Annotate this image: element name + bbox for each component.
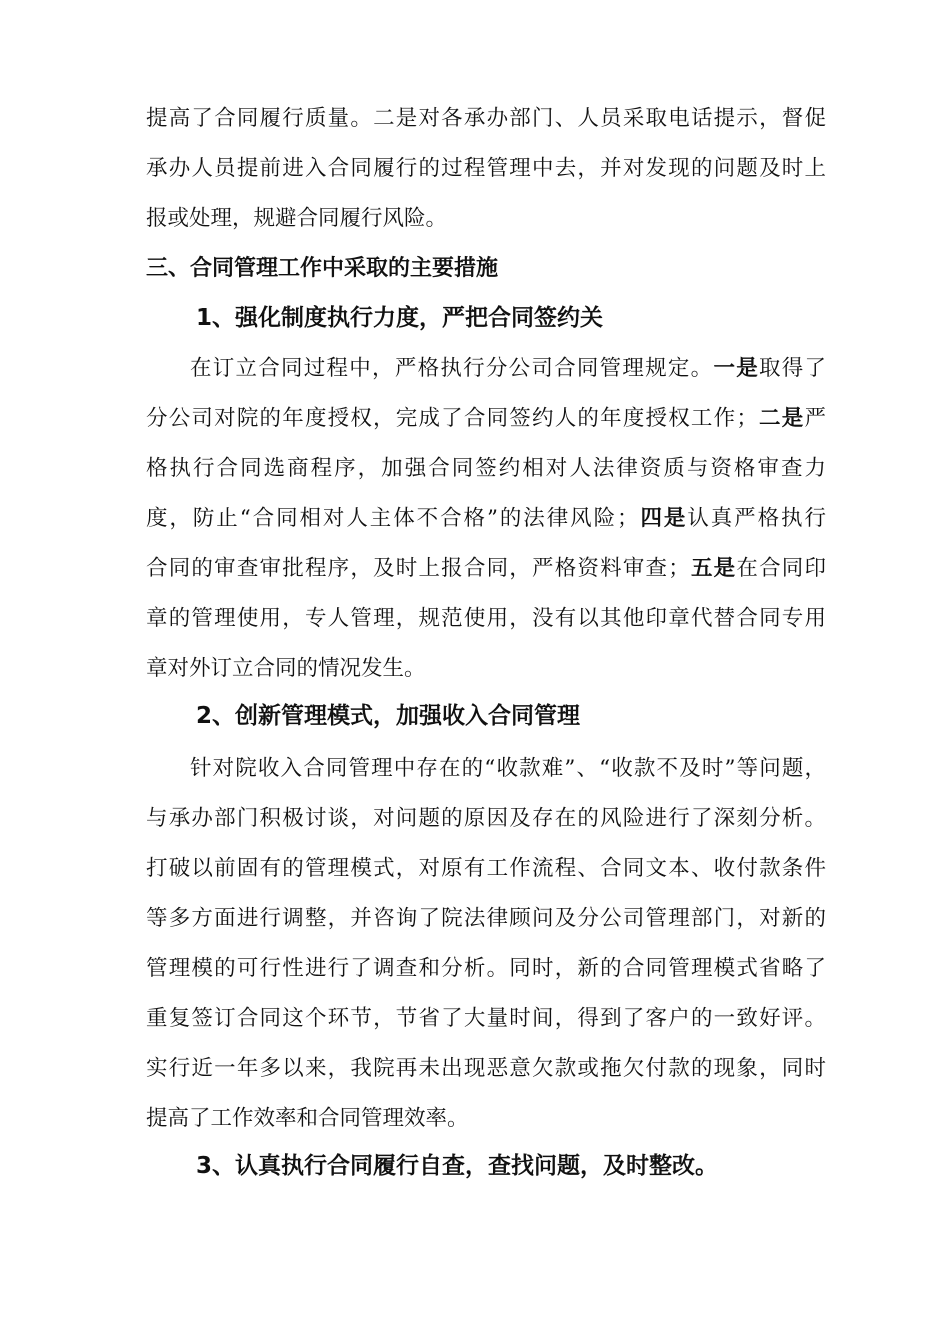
paragraph-line: 提高了工作效率和合同管理效率。 bbox=[146, 1106, 469, 1131]
paragraph-line bbox=[146, 404, 826, 434]
paragraph-line bbox=[190, 354, 826, 384]
emphasis-run: 二是 bbox=[757, 406, 805, 431]
paragraph-line: 管理模的可行性进行了调查和分析。同时，新的合同管理模式省略了 bbox=[146, 956, 826, 981]
subsection-heading-2: 2、创新管理模式，加强收入合同管理 bbox=[196, 703, 581, 729]
paragraph-line bbox=[146, 554, 826, 584]
text-run: 合同的审查审批程序，及时上报合同，严格资料审查； bbox=[146, 556, 690, 581]
paragraph-line bbox=[146, 454, 826, 484]
paragraph-line: 等多方面进行调整，并咨询了院法律顾问及分公司管理部门，对新的 bbox=[146, 906, 826, 931]
text-run: 格执行合同选商程序，加强合同签约相对人法律资质与资格审查力 bbox=[146, 456, 826, 481]
paragraph-line bbox=[146, 604, 826, 634]
paragraph-line: 打破以前固有的管理模式，对原有工作流程、合同文本、收付款条件 bbox=[146, 856, 826, 881]
text-run: 认真严格执行 bbox=[687, 506, 826, 531]
text-run: 严 bbox=[804, 406, 826, 431]
paragraph-line: 重复签订合同这个环节，节省了大量时间，得到了客户的一致好评。 bbox=[146, 1006, 826, 1031]
subsection-heading-1: 1、强化制度执行力度，严把合同签约关 bbox=[196, 305, 604, 331]
paragraph-line: 报或处理，规避合同履行风险。 bbox=[146, 206, 448, 231]
paragraph-line bbox=[146, 654, 826, 684]
paragraph-line: 提高了合同履行质量。二是对各承办部门、人员采取电话提示，督促 bbox=[146, 106, 826, 131]
emphasis-run: 四是 bbox=[638, 506, 688, 531]
paragraph-line: 与承办部门积极讨谈，对问题的原因及存在的风险进行了深刻分析。 bbox=[146, 806, 826, 831]
paragraph-line: 针对院收入合同管理中存在的“收款难”、“收款不及时”等问题， bbox=[190, 756, 826, 781]
text-run: 章对外订立合同的情况发生。 bbox=[146, 656, 426, 681]
text-run: 章的管理使用，专人管理，规范使用，没有以其他印章代替合同专用 bbox=[146, 606, 826, 631]
text-run: 度，防止“合同相对人主体不合格”的法律风险； bbox=[146, 506, 639, 531]
emphasis-run: 一是 bbox=[713, 356, 759, 381]
text-run: 在合同印 bbox=[736, 556, 826, 581]
emphasis-run: 五是 bbox=[689, 556, 737, 581]
paragraph-line: 实行近一年多以来，我院再未出现恶意欠款或拖欠付款的现象，同时 bbox=[146, 1056, 826, 1081]
paragraph-line: 承办人员提前进入合同履行的过程管理中去，并对发现的问题及时上 bbox=[146, 156, 826, 181]
subsection-heading-3: 3、认真执行合同履行自查，查找问题，及时整改。 bbox=[196, 1153, 719, 1179]
text-run: 分公司对院的年度授权，完成了合同签约人的年度授权工作； bbox=[146, 406, 758, 431]
section-heading: 三、合同管理工作中采取的主要措施 bbox=[146, 256, 499, 281]
text-run: 取得了 bbox=[758, 356, 826, 381]
text-run: 在订立合同过程中，严格执行分公司合同管理规定。 bbox=[190, 356, 714, 381]
paragraph-line bbox=[146, 504, 826, 534]
